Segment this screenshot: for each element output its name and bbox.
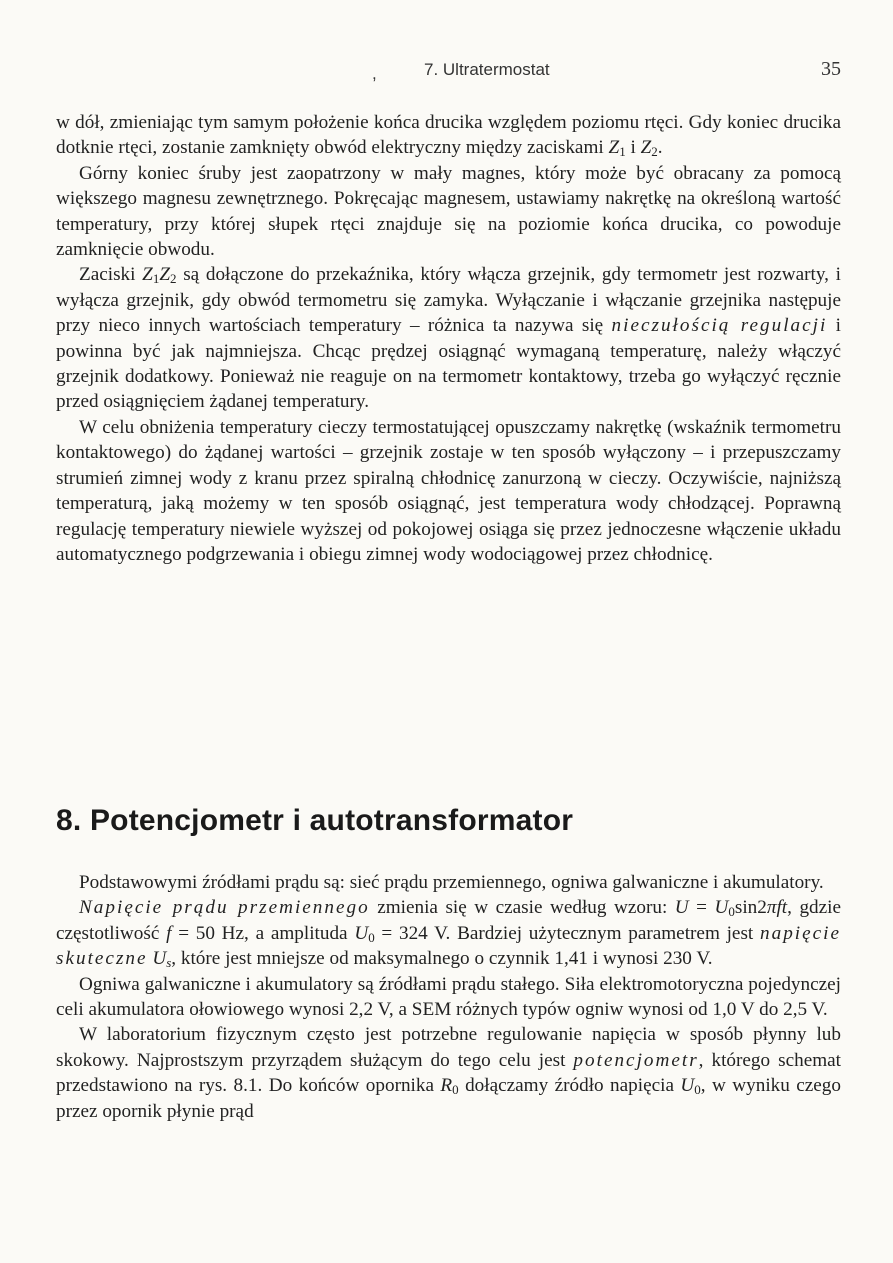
chapter-title: 7. Ultratermostat bbox=[424, 60, 550, 79]
section-heading: 8. Potencjometr i autotransformator bbox=[56, 804, 574, 837]
paragraph: W laboratorium fizycznym często jest potrzebne regulowanie napięcia w sposób płynny lub skokowy. Najprostszym przyrządem służącym do tego celu jest potencjometr, którego schemat przedstawiono na rys. 8.1. Do końców opornika $R_0$ dołączamy źródło napięcia $U_0$, w wyniku czego przez opornik płynie prąd bbox=[56, 1024, 841, 1122]
emphasized-term: potencjometr bbox=[573, 1049, 699, 1071]
running-title bbox=[372, 60, 550, 83]
emphasized-term: nieczułością regulacji bbox=[611, 315, 828, 337]
paragraph: Podstawowymi źródłami prądu są: sieć prądu przemiennego, ogniwa galwaniczne i akumulatory. bbox=[79, 872, 824, 893]
running-head bbox=[56, 58, 841, 88]
paragraph: Ogniwa galwaniczne i akumulatory są źródłami prądu stałego. Siła elektromotoryczna pojedynczej celi akumulatora ołowiowego wynosi 2,2 V, a SEM różnych typów ogniw wynosi od 1,0 V do 2,5 V. bbox=[56, 973, 841, 1021]
page-number: 35 bbox=[821, 58, 841, 80]
emphasized-term: Napięcie prądu przemiennego bbox=[79, 897, 370, 919]
paragraph: Zaciski $Z_1Z_2$ są dołączone do przekaźnika, który włącza grzejnik, gdy termometr jest rozwarty, i wyłącza grzejnik, gdy obwód termometru się zamyka. Wyłączanie i włączanie grzejnika następuje przy nieco innych wartościach temperatury – różnica ta nazywa się nieczułością regulacji i powinna być jak najmniejsza. Chcąc prędzej osiągnąć wymaganą temperaturę, należy włączyć grzejnik dodatkowy. Ponieważ nie reaguje on na termometr kontaktowy, trzeba go wyłączyć ręcznie przed osiągnięciem żądanej temperatury. bbox=[56, 264, 841, 413]
paragraph: w dół, zmieniając tym samym położenie końca drucika względem poziomu rtęci. Gdy koniec drucika dotknie rtęci, zostanie zamknięty obwód elektryczny między zaciskami $Z_1$ i $Z_2$. bbox=[56, 112, 841, 160]
header-mark: , bbox=[372, 64, 377, 83]
emphasized-term: napięcie skuteczne bbox=[56, 922, 841, 970]
paragraph: W celu obniżenia temperatury cieczy termostatującej opuszczamy nakrętkę (wskaźnik termometru kontaktowego) do żądanej wartości – grzejnik zostaje w ten sposób wyłączony – i przepuszczamy strumień zimnej wody z kranu przez spiralną chłodnicę zanurzoną w cieczy. Oczywiście, najniższą temperaturą, jaką możemy w ten sposób osiągnąć, jest temperatura wody chłodzącej. Poprawną regulację temperatury niewiele wyższej od pokojowej osiąga się przez jednoczesne włączenie układu automatycznego podgrzewania i obiegu zimnej wody wodociągowej przez chłodnicę. bbox=[56, 416, 841, 565]
bottom-text-block bbox=[56, 870, 841, 1124]
paragraph: Napięcie prądu przemiennego zmienia się w czasie według wzoru: $U = U_0\sin 2\pi ft$, gdzie częstotliwość f = 50 Hz, a amplituda $U_0 = 324$ V. Bardziej użytecznym parametrem jest napięcie skuteczne $U_s$, które jest mniejsze od maksymalnego o czynnik 1,41 i wynosi 230 V. bbox=[56, 897, 841, 971]
paragraph: Górny koniec śruby jest zaopatrzony w mały magnes, który może być obracany za pomocą większego magnesu zewnętrznego. Pokręcając magnesem, ustawiamy nakrętkę na określoną wartość temperatury, przy której słupek rtęci znajduje się na poziomie końca drucika, co powoduje zamknięcie obwodu. bbox=[56, 162, 841, 261]
top-text-block bbox=[56, 110, 841, 567]
